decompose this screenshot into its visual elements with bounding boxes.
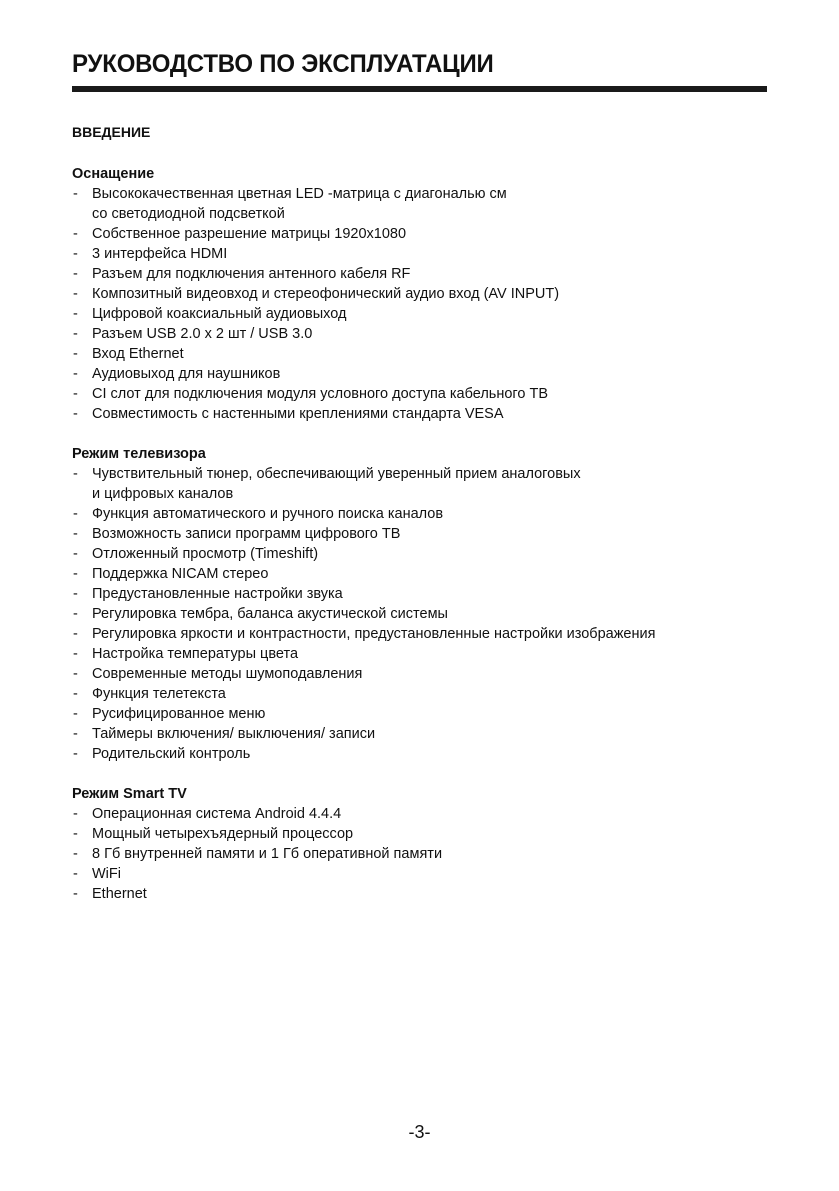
list-item [72,584,772,604]
bullet-dash: - [73,506,78,522]
list-item [72,664,772,684]
section-heading: Режим телевизора [72,446,206,462]
bullet-dash: - [73,706,78,722]
intro-heading: ВВЕДЕНИЕ [72,124,151,140]
bullet-dash: - [73,386,78,402]
list-item [72,464,772,504]
list-item [72,624,772,644]
bullet-dash: - [73,246,78,262]
list-item [72,364,772,384]
list-item-text: Отложенный просмотр (Timeshift) [92,546,319,562]
bullet-dash: - [73,306,78,322]
list-item-text: Предустановленные настройки звука [92,586,343,602]
manual-content [72,164,772,924]
list-item [72,404,772,424]
list-item-text: WiFi [92,866,121,882]
feature-list [72,804,772,904]
bullet-dash: - [73,806,78,822]
list-item-text: Высококачественная цветная LED -матрица с диагональю см [92,186,507,202]
list-item [72,264,772,284]
bullet-dash: - [73,526,78,542]
list-item-text: Совместимость с настенными креплениями стандарта VESA [92,406,504,422]
section-0 [72,164,772,424]
bullet-dash: - [73,346,78,362]
bullet-dash: - [73,666,78,682]
list-item [72,544,772,564]
section-heading: Оснащение [72,166,155,182]
bullet-dash: - [73,366,78,382]
list-item [72,704,772,724]
bullet-dash: - [73,686,78,702]
list-item-text: Операционная система Android 4.4.4 [92,806,342,822]
bullet-dash: - [73,826,78,842]
list-item-text: Родительский контроль [92,746,251,762]
list-item [72,824,772,844]
list-item-text: Настройка температуры цвета [92,646,299,662]
bullet-dash: - [73,286,78,302]
list-item-text: Разъем для подключения антенного кабеля RF [92,266,411,282]
bullet-dash: - [73,886,78,902]
list-item [72,224,772,244]
bullet-dash: - [73,546,78,562]
list-item-text: Возможность записи программ цифрового ТВ [92,526,401,542]
list-item [72,864,772,884]
bullet-dash: - [73,746,78,762]
bullet-dash: - [73,406,78,422]
bullet-dash: - [73,266,78,282]
bullet-dash: - [73,566,78,582]
list-item-text: Аудиовыход для наушников [92,366,281,382]
list-item [72,744,772,764]
bullet-dash: - [73,726,78,742]
list-item [72,284,772,304]
feature-list [72,464,772,764]
list-item [72,844,772,864]
list-item [72,504,772,524]
section-2 [72,784,772,904]
list-item [72,564,772,584]
list-item [72,644,772,664]
list-item-text: CI слот для подключения модуля условного доступа кабельного ТВ [92,386,549,402]
list-item [72,384,772,404]
list-item-text: Поддержка NICAM стерео [92,566,269,582]
section-1 [72,444,772,764]
bullet-dash: - [73,646,78,662]
list-item-text: 8 Гб внутренней памяти и 1 Гб оперативной памяти [92,846,443,862]
list-item [72,804,772,824]
list-item-text: Чувствительный тюнер, обеспечивающий уверенный прием аналоговых [92,466,581,482]
bullet-dash: - [73,586,78,602]
page-title: РУКОВОДСТВО ПО ЭКСПЛУАТАЦИИ [72,50,494,78]
list-item [72,604,772,624]
bullet-dash: - [73,226,78,242]
list-item-text: со светодиодной подсветкой [92,206,285,222]
list-item-text: Современные методы шумоподавления [92,666,363,682]
list-item-text: и цифровых каналов [92,486,234,502]
list-item [72,324,772,344]
list-item-text: Регулировка тембра, баланса акустической системы [92,606,448,622]
feature-list [72,184,772,424]
bullet-dash: - [73,466,78,482]
bullet-dash: - [73,186,78,202]
list-item [72,724,772,744]
list-item-text: Функция телетекста [92,686,226,702]
list-item [72,184,772,224]
title-underline-rule [72,86,767,92]
bullet-dash: - [73,846,78,862]
list-item-text: Собственное разрешение матрицы 1920x1080 [92,226,407,242]
list-item [72,304,772,324]
list-item-text: Цифровой коаксиальный аудиовыход [92,306,347,322]
bullet-dash: - [73,866,78,882]
page-number: -3- [408,1122,431,1142]
list-item-text: Вход Ethernet [92,346,184,362]
list-item-text: Мощный четырехъядерный процессор [92,826,354,842]
list-item [72,244,772,264]
list-item [72,344,772,364]
section-heading: Режим Smart TV [72,786,187,802]
list-item-text: Регулировка яркости и контрастности, предустановленные настройки изображения [92,626,656,642]
list-item-text: Композитный видеовход и стереофонический аудио вход (AV INPUT) [92,286,560,302]
list-item [72,524,772,544]
list-item-text: 3 интерфейса HDMI [92,246,228,262]
list-item [72,684,772,704]
list-item-text: Разъем USB 2.0 x 2 шт / USB 3.0 [92,326,313,342]
list-item [72,884,772,904]
bullet-dash: - [73,606,78,622]
list-item-text: Ethernet [92,886,147,902]
list-item-text: Русифицированное меню [92,706,266,722]
list-item-text: Таймеры включения/ выключения/ записи [92,726,376,742]
list-item-text: Функция автоматического и ручного поиска каналов [92,506,444,522]
bullet-dash: - [73,626,78,642]
bullet-dash: - [73,326,78,342]
